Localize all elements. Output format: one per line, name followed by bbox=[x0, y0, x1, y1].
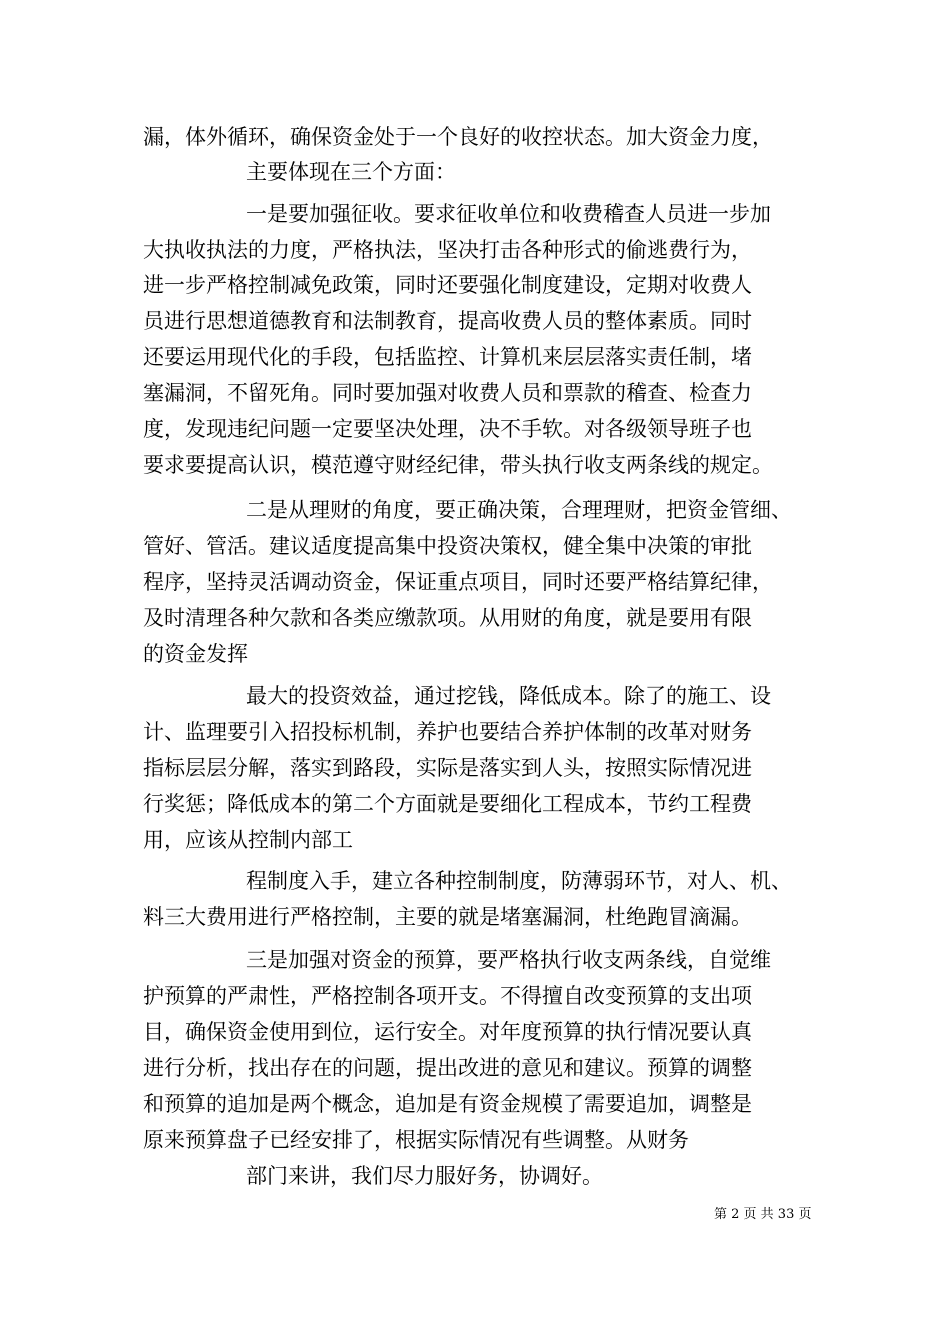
text-line: 度，发现违纪问题一定要坚决处理，决不手软。对各级领导班子也 bbox=[143, 417, 752, 441]
text-line: 进行分析，找出存在的问题，提出改进的意见和建议。预算的调整 bbox=[143, 1056, 752, 1080]
text-line: 行奖惩；降低成本的第二个方面就是要细化工程成本，节约工程费 bbox=[143, 792, 752, 816]
text-line: 护预算的严肃性，严格控制各项开支。不得擅自改变预算的支出项 bbox=[143, 984, 752, 1008]
text-line: 三是加强对资金的预算，要严格执行收支两条线，自觉维 bbox=[246, 948, 771, 972]
text-line: 一是要加强征收。要求征收单位和收费稽查人员进一步加 bbox=[246, 202, 771, 226]
text-line: 和预算的追加是两个概念，追加是有资金规模了需要追加，调整是 bbox=[143, 1092, 752, 1116]
text-line: 还要运用现代化的手段，包括监控、计算机来层层落实责任制，堵 bbox=[143, 345, 752, 369]
text-line: 目，确保资金使用到位，运行安全。对年度预算的执行情况要认真 bbox=[143, 1020, 752, 1044]
text-line: 大执收执法的力度，严格执法，坚决打击各种形式的偷逃费行为， bbox=[143, 238, 752, 262]
text-line: 程制度入手，建立各种控制制度，防薄弱环节，对人、机、 bbox=[246, 869, 792, 893]
text-line: 员进行思想道德教育和法制教育，提高收费人员的整体素质。同时 bbox=[143, 309, 752, 333]
text-line: 最大的投资效益，通过挖钱，降低成本。除了的施工、设 bbox=[246, 684, 771, 708]
text-line: 管好、管活。建议适度提高集中投资决策权，健全集中决策的审批 bbox=[143, 534, 752, 558]
text-line: 部门来讲，我们尽力服好务，协调好。 bbox=[246, 1164, 603, 1188]
text-line: 计、监理要引入招投标机制，养护也要结合养护体制的改革对财务 bbox=[143, 720, 752, 744]
text-line: 及时清理各种欠款和各类应缴款项。从用财的角度，就是要用有限 bbox=[143, 606, 752, 630]
text-line: 漏，体外循环，确保资金处于一个良好的收控状态。加大资金力度， bbox=[143, 125, 773, 149]
text-line: 用，应该从控制内部工 bbox=[143, 828, 353, 852]
text-line: 进一步严格控制减免政策，同时还要强化制度建设，定期对收费人 bbox=[143, 273, 752, 297]
text-line: 料三大费用进行严格控制，主要的就是堵塞漏洞，杜绝跑冒滴漏。 bbox=[143, 905, 752, 929]
text-line: 塞漏洞，不留死角。同时要加强对收费人员和票款的稽查、检查力 bbox=[143, 381, 752, 405]
text-line: 二是从理财的角度，要正确决策，合理理财，把资金管细、 bbox=[246, 498, 792, 522]
page-number: 第 2 页 共 33 页 bbox=[714, 1207, 812, 1222]
text-line: 要求要提高认识，模范遵守财经纪律，带头执行收支两条线的规定。 bbox=[143, 453, 773, 477]
text-line: 指标层层分解，落实到路段，实际是落实到人头，按照实际情况进 bbox=[143, 756, 752, 780]
text-line: 主要体现在三个方面： bbox=[246, 160, 456, 184]
text-line: 程序，坚持灵活调动资金，保证重点项目，同时还要严格结算纪律， bbox=[143, 570, 773, 594]
text-line: 的资金发挥 bbox=[143, 642, 248, 666]
text-line: 原来预算盘子已经安排了，根据实际情况有些调整。从财务 bbox=[143, 1128, 689, 1152]
